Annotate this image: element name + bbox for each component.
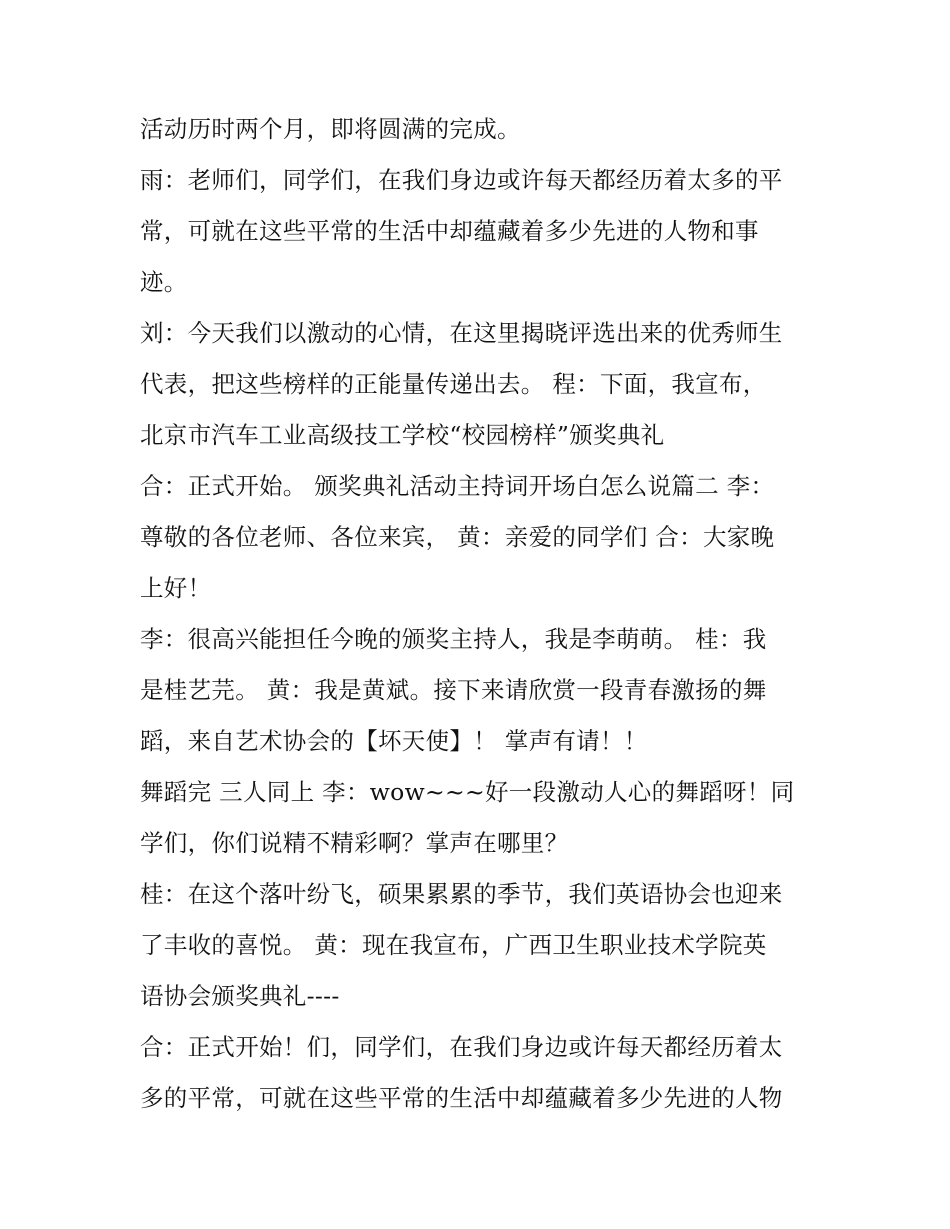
text-line: 学们，你们说精不精彩啊？掌声在哪里？ xyxy=(140,829,569,857)
text-line: 舞蹈完 三人同上 李：wow~~~好一段激动人心的舞蹈呀！同 xyxy=(140,778,795,806)
text-line: 了丰收的喜悦。 黄：现在我宣布，广西卫生职业技术学院英 xyxy=(140,931,767,959)
text-line: 上好！ xyxy=(140,574,212,602)
text-line: 李：很高兴能担任今晚的颁奖主持人，我是李萌萌。 桂：我 xyxy=(140,625,767,653)
text-line: 多的平常，可就在这些平常的生活中却蕴藏着多少先进的人物 xyxy=(140,1084,783,1112)
text-line: 合：正式开始！们，同学们，在我们身边或许每天都经历着太 xyxy=(140,1033,783,1061)
text-line: 语协会颁奖典礼---- xyxy=(140,982,340,1010)
text-line: 是桂艺芫。 黄：我是黄斌。接下来请欣赏一段青春激扬的舞 xyxy=(140,676,767,704)
text-line: 刘：今天我们以激动的心情，在这里揭晓评选出来的优秀师生 xyxy=(140,319,783,347)
text-line: 北京市汽车工业高级技工学校“校园榜样”颁奖典礼 xyxy=(140,421,665,449)
text-line: 活动历时两个月，即将圆满的完成。 xyxy=(140,115,521,143)
text-line: 合：正式开始。 颁奖典礼活动主持词开场白怎么说篇二 李： xyxy=(140,472,775,500)
text-line: 迹。 xyxy=(140,268,188,296)
text-line: 代表，把这些榜样的正能量传递出去。 程：下面，我宣布， xyxy=(140,370,767,398)
text-line: 尊敬的各位老师、各位来宾， 黄：亲爱的同学们 合：大家晚 xyxy=(140,523,775,551)
text-line: 蹈，来自艺术协会的【坏天使】！ 掌声有请！！ xyxy=(140,727,648,755)
text-line: 常，可就在这些平常的生活中却蕴藏着多少先进的人物和事 xyxy=(140,217,759,245)
document-body xyxy=(140,104,820,1124)
text-line: 雨：老师们，同学们，在我们身边或许每天都经历着太多的平 xyxy=(140,166,783,194)
text-line: 桂：在这个落叶纷飞，硕果累累的季节，我们英语协会也迎来 xyxy=(140,880,783,908)
